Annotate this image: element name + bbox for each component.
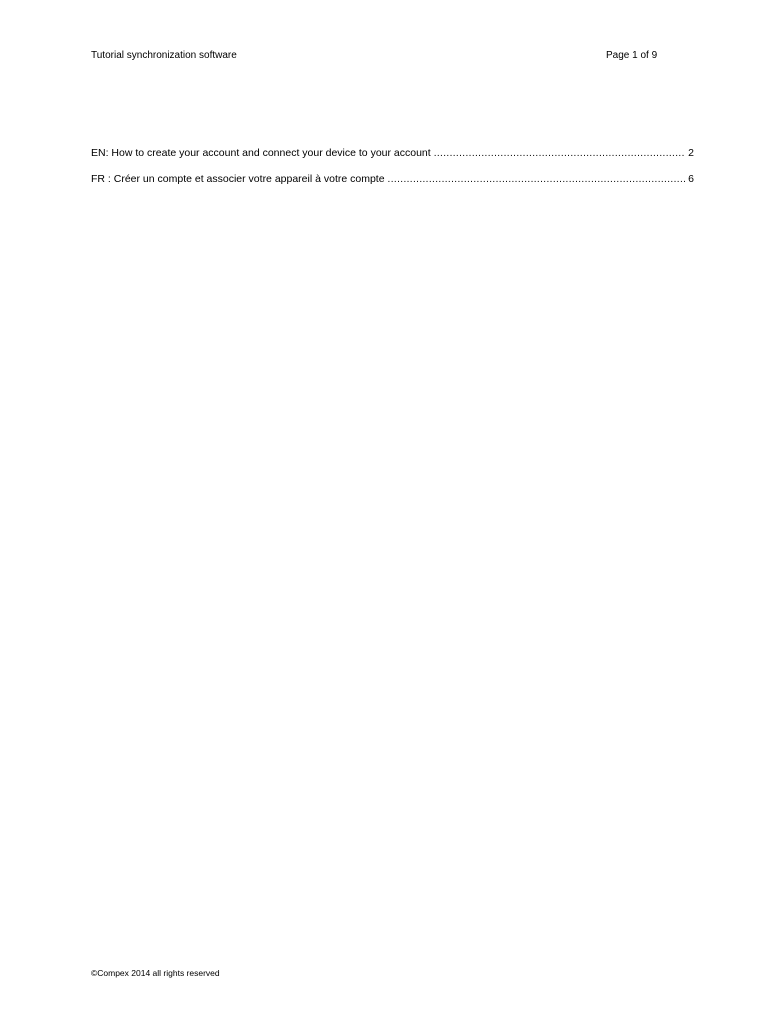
toc-dot-leader [388, 173, 686, 187]
toc-entry-page-number: 2 [688, 147, 694, 159]
toc-dot-leader [434, 147, 685, 161]
page-indicator: Page 1 of 9 [606, 50, 658, 61]
toc-entry-label: EN: How to create your account and connect your device to your account [91, 147, 431, 159]
toc-entry-fr[interactable] [91, 172, 694, 186]
toc-entry-en[interactable] [91, 146, 694, 160]
toc-entry-label: FR : Créer un compte et associer votre appareil à votre compte [91, 173, 385, 185]
toc-entry-page-number: 6 [688, 173, 694, 185]
table-of-contents [91, 146, 694, 198]
copyright-footer: ©Compex 2014 all rights reserved [91, 968, 220, 978]
document-title: Tutorial synchronization software [91, 50, 237, 61]
